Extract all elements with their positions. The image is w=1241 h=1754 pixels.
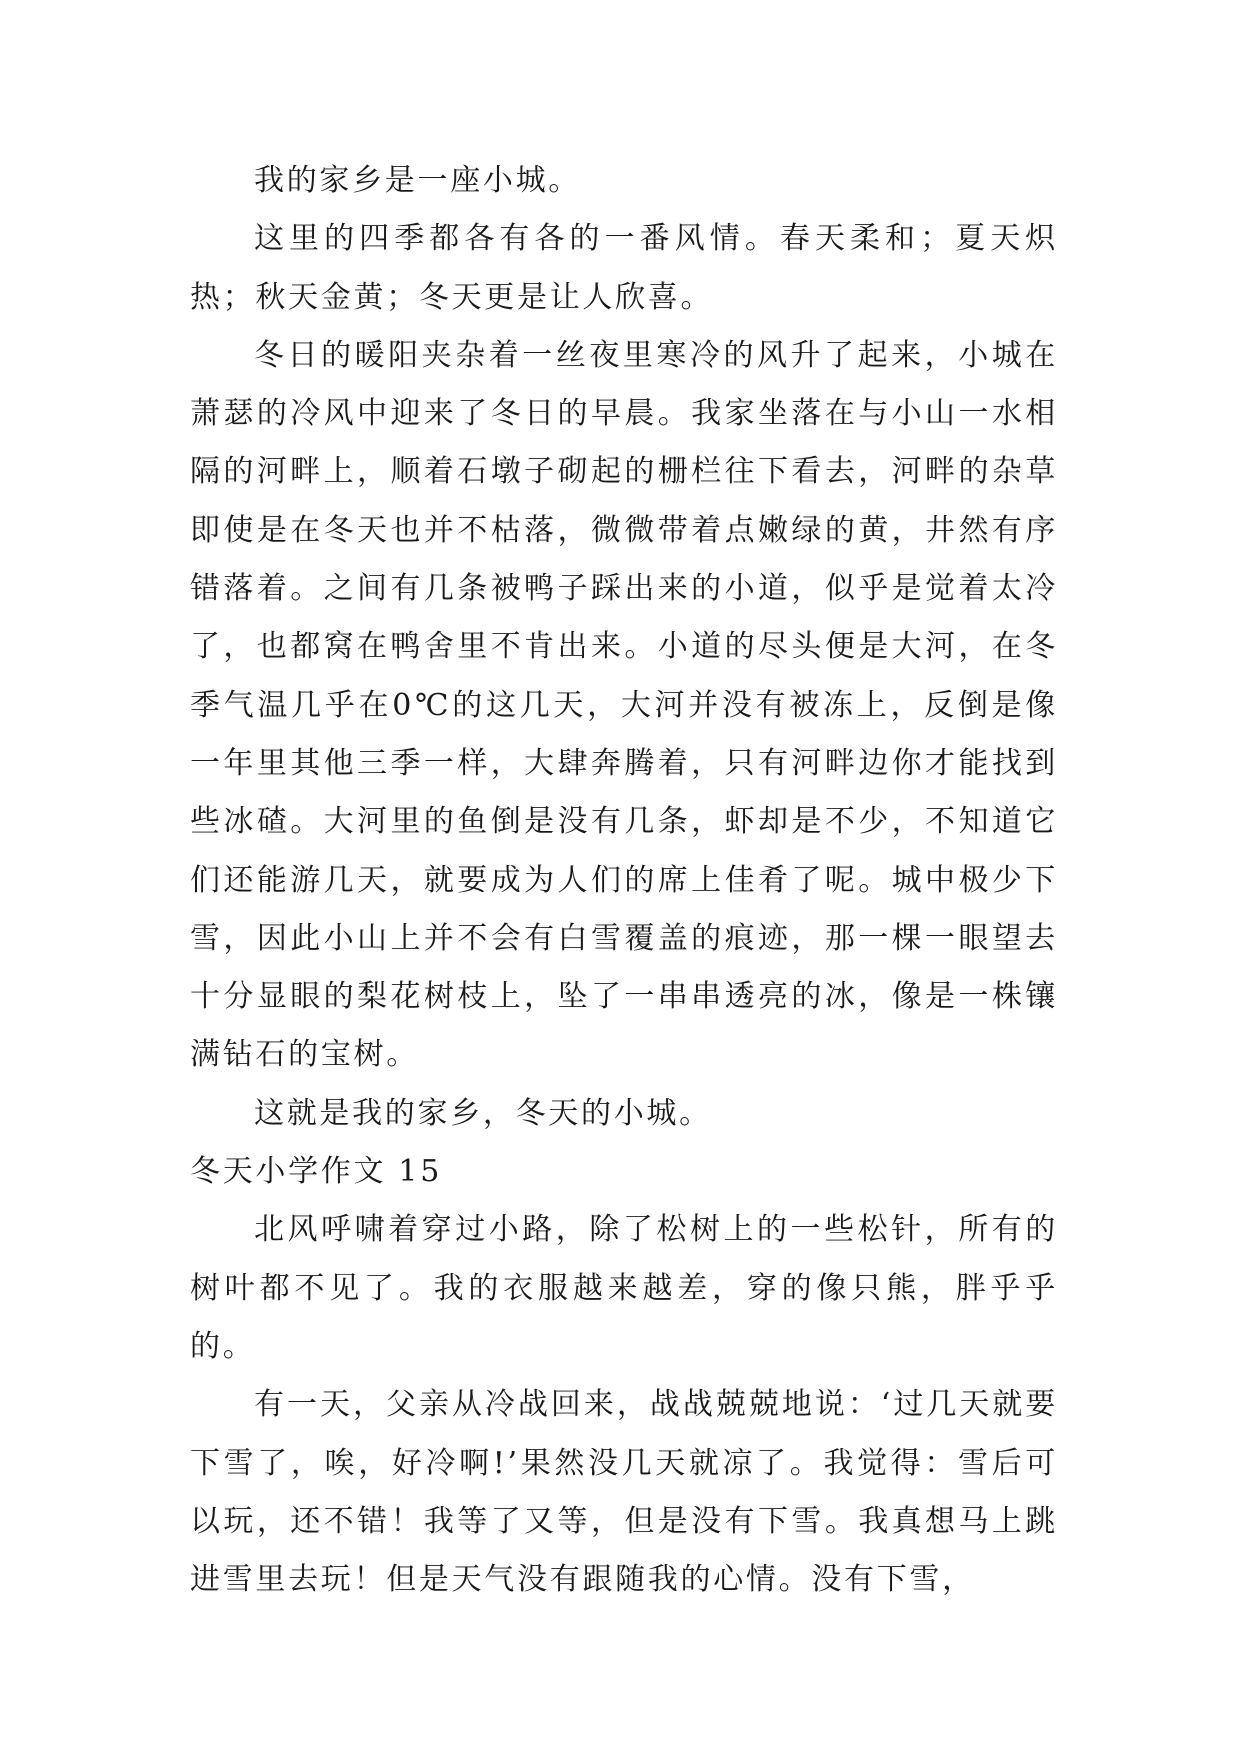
paragraph-5: 北风呼啸着穿过小路，除了松树上的一些松针，所有的树叶都不见了。我的衣服越来越差，穿的像只熊，胖乎乎的。 [190,1212,1058,1364]
paragraph-1: 我的家乡是一座小城。 [254,163,581,198]
paragraph-2: 这里的四季都各有各的一番风情。春天柔和；夏天炽热；秋天金黄；冬天更是让人欣喜。 [190,221,1058,315]
paragraph-6: 有一天，父亲从冷战回来，战战兢兢地说：‘过几天就要下雪了，唉，好冷啊!’果然没几天就凉了。我觉得：雪后可以玩，还不错！我等了又等，但是没有下雪。我真想马上跳进雪里去玩！但是天气没有跟随我的心情。没有下雪， [190,1387,1058,1598]
document-body [190,152,1058,1609]
paragraph-3: 冬日的暖阳夹杂着一丝夜里寒冷的风升了起来，小城在萧瑟的冷风中迎来了冬日的早晨。我家坐落在与小山一水相隔的河畔上，顺着石墩子砌起的栅栏往下看去，河畔的杂草即使是在冬天也并不枯落，微微带着点嫩绿的黄，井然有序错落着。之间有几条被鸭子踩出来的小道，似乎是觉着太冷了，也都窝在鸭舍里不肯出来。小道的尽头便是大河，在冬季气温几乎在0℃的这几天，大河并没有被冻上，反倒是像一年里其他三季一样，大肆奔腾着，只有河畔边你才能找到些冰碴。大河里的鱼倒是没有几条，虾却是不少，不知道它们还能游几天，就要成为人们的席上佳肴了呢。城中极少下雪，因此小山上并不会有白雪覆盖的痕迹，那一棵一眼望去十分显眼的梨花树枝上，坠了一串串透亮的冰，像是一株镶满钻石的宝树。 [190,337,1058,1073]
paragraph-4: 这就是我的家乡，冬天的小城。 [254,1095,712,1131]
section-heading: 冬天小学作文 15 [190,1154,443,1190]
